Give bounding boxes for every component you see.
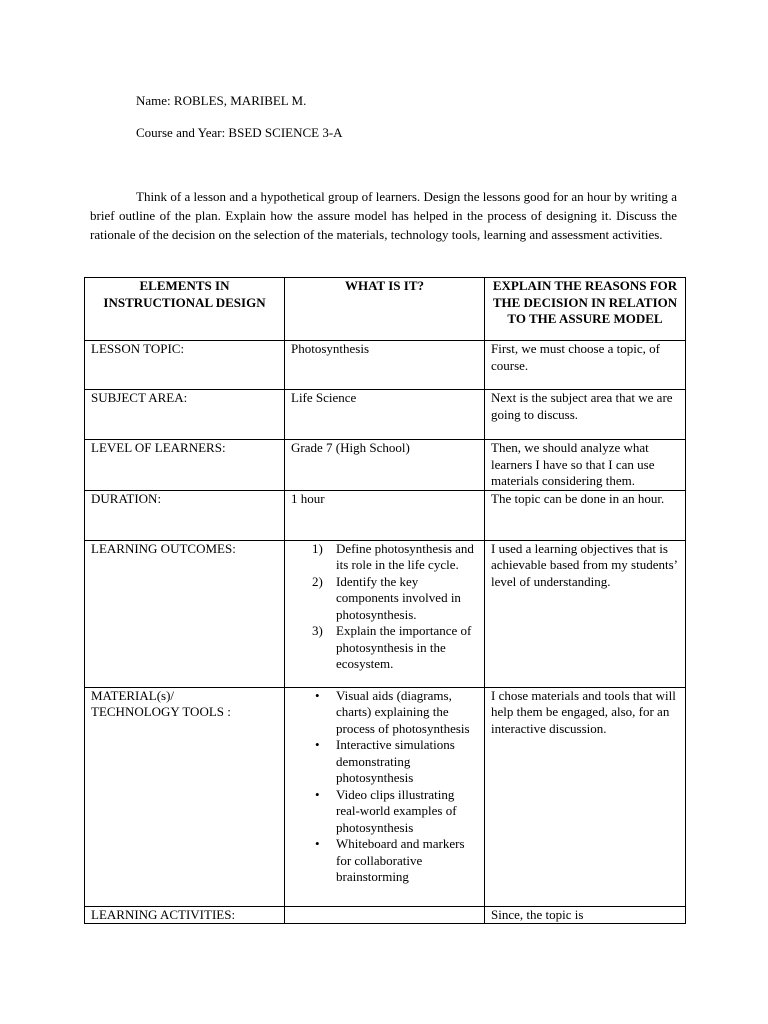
element-value	[285, 906, 485, 924]
element-label-line: MATERIAL(s)/	[91, 687, 175, 703]
course-and-year: Course and Year: BSED SCIENCE 3-A	[136, 125, 343, 140]
bullet-icon: •	[315, 737, 320, 752]
table-header-row	[85, 278, 686, 341]
element-label: LEVEL OF LEARNERS:	[85, 440, 285, 491]
outcomes-list	[291, 541, 478, 673]
list-number: 3)	[312, 623, 323, 638]
element-label: DURATION:	[85, 490, 285, 540]
element-value: Photosynthesis	[285, 341, 485, 390]
element-reason: Since, the topic is	[485, 906, 686, 924]
element-value: Grade 7 (High School)	[285, 440, 485, 491]
element-reason: I chose materials and tools that will help them be engaged, also, for an interactive discussion.	[485, 687, 686, 906]
bullet-icon: •	[315, 786, 320, 802]
table-row	[85, 687, 686, 906]
list-item	[312, 623, 478, 673]
header-what-is-it: WHAT IS IT?	[285, 278, 485, 341]
student-name: Name: ROBLES, MARIBEL M.	[136, 93, 307, 108]
list-item-text: Explain the importance of photosynthesis in the ecosystem.	[336, 623, 472, 671]
list-item	[315, 836, 478, 886]
list-item-text: Identify the key components involved in photosynthesis.	[336, 573, 461, 622]
instructions-paragraph: Think of a lesson and a hypothetical group of learners. Design the lessons good for an hour by writing a brief outline of the plan. Explain how the assure model has helped in the process of designing it. Discuss the rationale of the decision on the selection of the materials, technology tools, learning and assessment activities.	[90, 189, 677, 242]
element-reason: The topic can be done in an hour.	[485, 490, 686, 540]
element-label-line: TECHNOLOGY TOOLS :	[91, 704, 231, 719]
element-value: Life Science	[285, 390, 485, 440]
element-reason: Next is the subject area that we are going to discuss.	[485, 390, 686, 440]
list-item	[315, 737, 478, 787]
list-number: 1)	[312, 540, 323, 556]
bullet-icon: •	[315, 687, 320, 703]
table-row	[85, 440, 686, 491]
element-label: LEARNING ACTIVITIES:	[85, 906, 285, 924]
list-item-text: Video clips illustrating real-world examples of photosynthesis	[336, 786, 457, 835]
materials-list	[291, 688, 478, 886]
list-item-text: Define photosynthesis and its role in the life cycle.	[336, 540, 474, 572]
element-reason: I used a learning objectives that is achievable based from my students’ level of understanding.	[485, 540, 686, 687]
element-reason: Then, we should analyze what learners I have so that I can use materials considering them.	[485, 440, 686, 491]
instructional-design-table	[84, 277, 686, 924]
element-label	[85, 687, 285, 906]
bullet-icon: •	[315, 836, 320, 851]
list-item-text: Whiteboard and markers for collaborative brainstorming	[336, 836, 465, 884]
element-label: LESSON TOPIC:	[85, 341, 285, 390]
table-row	[85, 341, 686, 390]
list-item	[315, 786, 478, 837]
element-value	[285, 687, 485, 906]
element-value	[285, 540, 485, 687]
element-reason: First, we must choose a topic, of course.	[485, 341, 686, 390]
header-elements: ELEMENTS IN INSTRUCTIONAL DESIGN	[85, 278, 285, 341]
element-label: LEARNING OUTCOMES:	[85, 540, 285, 687]
table-row	[85, 390, 686, 440]
element-label: SUBJECT AREA:	[85, 390, 285, 440]
list-item	[312, 573, 478, 624]
table-row	[85, 490, 686, 540]
list-item-text: Visual aids (diagrams, charts) explaining the process of photosynthesis	[336, 687, 470, 736]
list-item	[312, 540, 478, 574]
list-item	[315, 687, 478, 738]
list-item-text: Interactive simulations demonstrating photosynthesis	[336, 737, 455, 785]
list-number: 2)	[312, 573, 323, 589]
table-row	[85, 906, 686, 924]
header-reasons: EXPLAIN THE REASONS FOR THE DECISION IN RELATION TO THE ASSURE MODEL	[485, 278, 686, 341]
table-row	[85, 540, 686, 687]
element-value: 1 hour	[285, 490, 485, 540]
